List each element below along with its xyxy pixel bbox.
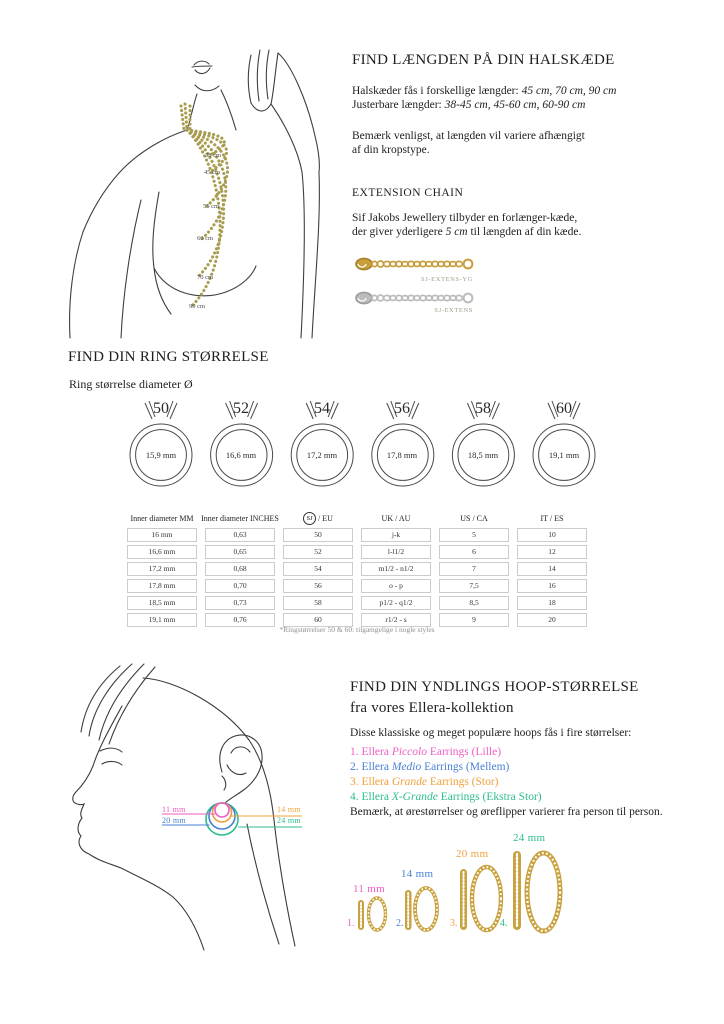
necklace-length-label-60: 60 cm [197, 235, 214, 242]
table-cell: 50 [283, 528, 353, 542]
item-suffix: Earrings (Mellem) [421, 761, 510, 773]
ring-diameter-54: 17,2 mm [306, 450, 338, 460]
table-cell: 0,73 [205, 596, 275, 610]
item-brand: Ellera [361, 746, 392, 758]
table-cell: 16,6 mm [127, 545, 197, 559]
table-cell: 56 [283, 579, 353, 593]
col-header-sj-eu [283, 511, 353, 525]
available-lengths-label: Halskæder fås i forskellige længder: [352, 85, 522, 97]
ring-size-60: 60 [556, 400, 572, 417]
ring-section-title: FIND DIN RING STØRRELSE [68, 349, 269, 365]
extension-chain-title: EXTENSION CHAIN [352, 187, 464, 199]
table-cell: 17,8 mm [127, 579, 197, 593]
col-header-inches: Inner diameter INCHES [201, 513, 279, 523]
table-cell: 58 [283, 596, 353, 610]
ear-measure-label-20mm: 20 mm [162, 816, 186, 825]
hoop-number-2: 2. [396, 918, 404, 929]
extension-line2-pre: der giver yderligere [352, 226, 446, 238]
ring-diameter-50: 15,9 mm [145, 450, 177, 460]
table-cell: 0,70 [205, 579, 275, 593]
silver-chain-sku-label: SJ-EXTENS [434, 307, 473, 314]
col-header-eu-text: / EU [318, 513, 333, 523]
hoop-number-4: 4. [500, 918, 508, 929]
item-style-name: Medio [391, 761, 422, 773]
table-cell: 17,2 mm [127, 562, 197, 576]
table-cell: 0,63 [205, 528, 275, 542]
table-cell: 9 [439, 613, 509, 627]
necklace-adjustable-lengths [352, 99, 585, 111]
table-cell: 6 [439, 545, 509, 559]
item-brand: Ellera [361, 776, 392, 788]
necklace-length-label-90: 90 cm [189, 303, 206, 310]
gold-extension-chain-illustration [352, 254, 474, 274]
necklace-note-line2: af din kropstype. [352, 144, 430, 156]
hoop-size-label-11mm: 11 mm [353, 883, 385, 895]
ring-size-58: 58 [475, 400, 491, 417]
necklace-model-illustration [58, 40, 344, 340]
available-lengths-values: 45 cm, 70 cm, 90 cm [521, 85, 617, 97]
ring-size-table [127, 511, 587, 627]
hoop-section-title-line2: fra vores Ellera-kollektion [350, 700, 514, 716]
item-number: 1. [350, 746, 359, 758]
table-cell: 10 [517, 528, 587, 542]
ring-section-subtitle: Ring størrelse diameter Ø [69, 377, 193, 391]
col-header-uk-au: UK / AU [381, 513, 411, 523]
item-style-name: X-Grande [391, 791, 438, 803]
ring-diameter-56: 17,8 mm [386, 450, 418, 460]
necklace-note-line1: Bemærk venligst, at længden vil variere afhængigt [352, 130, 585, 142]
table-cell: p1/2 - q1/2 [361, 596, 431, 610]
item-brand: Ellera [361, 761, 392, 773]
table-cell: 12 [517, 545, 587, 559]
item-number: 3. [350, 776, 359, 788]
col-header-mm: Inner diameter MM [130, 513, 194, 523]
adjustable-lengths-label: Justerbare længder: [352, 99, 445, 111]
table-cell: 14 [517, 562, 587, 576]
adjustable-lengths-values: 38-45 cm, 45-60 cm, 60-90 cm [444, 99, 586, 111]
table-cell: o - p [361, 579, 431, 593]
hoop-intro-text: Disse klassiske og meget populære hoops fås i fire størrelser: [350, 727, 632, 739]
necklace-length-label-55: 55 cm [203, 203, 220, 210]
ear-measure-label-14mm: 14 mm [277, 805, 301, 814]
ring-size-54: 54 [314, 400, 330, 417]
ear-measure-label-24mm: 24 mm [277, 816, 301, 825]
hoop-item-medio [350, 761, 509, 773]
hoop-number-3: 3. [450, 918, 458, 929]
table-cell: 19,1 mm [127, 613, 197, 627]
table-cell: l-l1/2 [361, 545, 431, 559]
hoop-size-label-14mm: 14 mm [401, 868, 434, 880]
table-cell: 20 [517, 613, 587, 627]
ring-size-52: 52 [233, 400, 249, 417]
item-style-name: Grande [391, 776, 427, 788]
hoop-section-title-line1: FIND DIN YNDLINGS HOOP-STØRRELSE [350, 679, 639, 695]
table-cell: 52 [283, 545, 353, 559]
item-brand: Ellera [361, 791, 392, 803]
table-cell: 0,76 [205, 613, 275, 627]
item-number: 4. [350, 791, 359, 803]
table-cell: 8,5 [439, 596, 509, 610]
table-cell: r1/2 - s [361, 613, 431, 627]
silver-extension-chain-illustration [352, 288, 474, 308]
ring-diameter-60: 19,1 mm [548, 450, 580, 460]
necklace-length-label-70: 70 cm [197, 274, 214, 281]
ring-size-56: 56 [394, 400, 410, 417]
hoop-item-xgrande [350, 791, 542, 803]
ring-size-circles-illustration [120, 398, 605, 494]
necklace-length-label-45: 45 cm [204, 169, 221, 176]
table-cell: 0,68 [205, 562, 275, 576]
hoop-number-1: 1. [347, 918, 355, 929]
ring-size-50: 50 [153, 400, 169, 417]
hoop-note: Bemærk, at ørestørrelser og øreflipper varierer fra person til person. [350, 806, 663, 818]
item-suffix: Earrings (Lille) [426, 746, 502, 758]
table-cell: 18 [517, 596, 587, 610]
extension-line2-length: 5 cm [445, 226, 468, 238]
ring-diameter-58: 18,5 mm [467, 450, 499, 460]
table-cell: 18,5 mm [127, 596, 197, 610]
hoop-item-piccolo [350, 746, 501, 758]
table-cell: 7 [439, 562, 509, 576]
table-cell: 16 mm [127, 528, 197, 542]
table-cell: 54 [283, 562, 353, 576]
necklace-length-label-38: 38 cm [205, 152, 222, 159]
extension-chain-line2 [352, 226, 581, 238]
gold-chain-sku-label: SJ-EXTENS-YG [421, 276, 473, 283]
necklace-available-lengths [352, 85, 616, 97]
table-cell: 7,5 [439, 579, 509, 593]
col-header-us-ca: US / CA [460, 513, 488, 523]
hoop-size-label-24mm: 24 mm [513, 832, 546, 844]
hoop-size-label-20mm: 20 mm [456, 848, 489, 860]
extension-chain-line1: Sif Jakobs Jewellery tilbyder en forlænger-kæde, [352, 212, 578, 224]
table-cell: 5 [439, 528, 509, 542]
table-cell: 16 [517, 579, 587, 593]
col-header-it-es: IT / ES [540, 513, 564, 523]
hoop-item-grande [350, 776, 499, 788]
ring-diameter-52: 16,6 mm [225, 450, 257, 460]
table-cell: m1/2 - n1/2 [361, 562, 431, 576]
table-cell: 60 [283, 613, 353, 627]
sj-logo-badge: SJ [303, 512, 316, 525]
ear-measure-label-11mm: 11 mm [162, 805, 186, 814]
ring-table-footnote: *Ringstørrelser 50 & 60: tilgængelige i nogle styles [279, 625, 435, 634]
table-cell: 0,65 [205, 545, 275, 559]
item-suffix: Earrings (Stor) [426, 776, 499, 788]
hoop-size-circles [206, 803, 238, 835]
item-style-name: Piccolo [391, 746, 427, 758]
item-number: 2. [350, 761, 359, 773]
necklace-section-title: FIND LÆNGDEN PÅ DIN HALSKÆDE [352, 52, 615, 68]
item-suffix: Earrings (Ekstra Stor) [437, 791, 542, 803]
extension-line2-post: til længden af din kæde. [467, 226, 582, 238]
table-cell: j-k [361, 528, 431, 542]
